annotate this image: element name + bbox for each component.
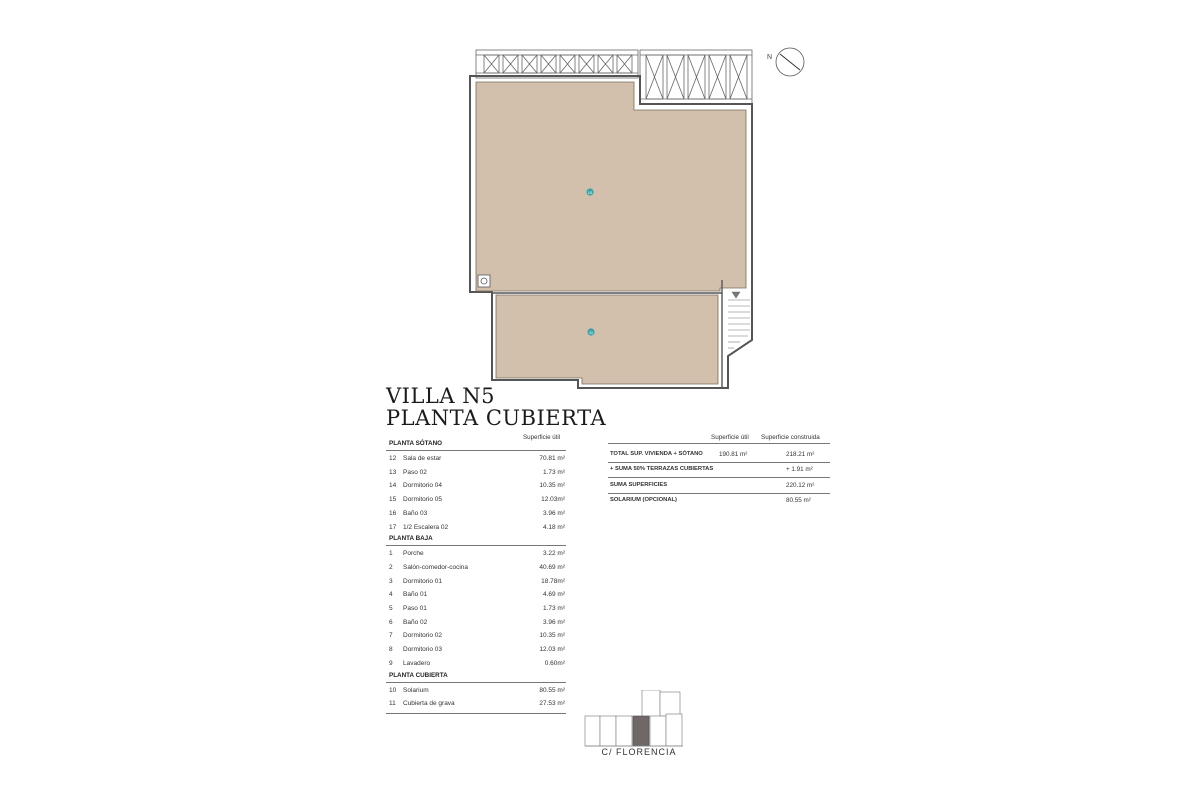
room-area: 4.18 m² bbox=[542, 523, 565, 531]
room-row bbox=[386, 524, 566, 534]
room-marker-11-label: 11 bbox=[588, 329, 594, 335]
room-number: 1 bbox=[389, 550, 393, 558]
room-number: 9 bbox=[389, 659, 393, 667]
room-name: Salón-comedor-cocina bbox=[403, 563, 469, 571]
totals-divider bbox=[608, 477, 830, 478]
totals-row-useful: 190.81 m² bbox=[719, 451, 748, 458]
room-number: 7 bbox=[389, 632, 393, 640]
room-row bbox=[386, 455, 566, 465]
room-row bbox=[386, 469, 566, 479]
room-area: 1.73 m² bbox=[542, 468, 565, 476]
room-name: Baño 03 bbox=[403, 509, 428, 517]
key-plan-highlight bbox=[633, 716, 649, 746]
room-area: 10.35 m² bbox=[539, 632, 565, 640]
room-name: Dormitorio 01 bbox=[403, 577, 443, 585]
room-row bbox=[386, 550, 566, 560]
room-name: Paso 01 bbox=[403, 605, 427, 612]
room-row bbox=[386, 700, 566, 710]
rooms-section-title: PLANTA CUBIERTA bbox=[389, 671, 448, 679]
room-area: 3.22 m² bbox=[542, 550, 565, 558]
room-row bbox=[386, 687, 566, 697]
totals-row-label: TOTAL SUP. VIVIENDA + SÓTANO bbox=[610, 451, 703, 457]
room-area: 12.03 m² bbox=[539, 646, 565, 654]
room-number: 12 bbox=[389, 455, 397, 462]
rooms-section-divider bbox=[386, 545, 566, 546]
room-area: 0.60m² bbox=[544, 659, 565, 667]
room-number: 17 bbox=[389, 523, 397, 531]
street-label: C/ FLORENCIA bbox=[601, 747, 677, 757]
gravel-roof-deck bbox=[496, 295, 718, 384]
room-name: Baño 02 bbox=[403, 618, 428, 626]
totals-divider bbox=[608, 462, 830, 463]
room-area: 4.69 m² bbox=[542, 591, 565, 599]
totals-row-label: SUMA SUPERFICIES bbox=[610, 482, 668, 488]
room-row bbox=[386, 632, 566, 642]
totals-row-built: + 1.91 m² bbox=[786, 466, 813, 473]
room-row bbox=[386, 605, 566, 615]
totals-row-label: + SUMA 50% TERRAZAS CUBIERTAS bbox=[610, 466, 714, 472]
rooms-section-title: PLANTA SÓTANO bbox=[389, 440, 443, 447]
room-name: Lavadero bbox=[403, 659, 431, 667]
room-name: 1/2 Escalera 02 bbox=[403, 523, 449, 531]
room-row bbox=[386, 510, 566, 520]
room-name: Dormitorio 03 bbox=[403, 646, 443, 654]
room-name: Solarium bbox=[403, 686, 429, 694]
totals-row-built: 80.55 m² bbox=[786, 497, 811, 504]
room-marker-10-label: 10 bbox=[587, 189, 593, 195]
room-row bbox=[386, 482, 566, 492]
rooms-section-divider bbox=[386, 450, 566, 451]
room-area: 3.96 m² bbox=[542, 509, 565, 517]
room-name: Dormitorio 04 bbox=[403, 482, 443, 490]
totals-header-built: Superficie construida bbox=[761, 434, 820, 441]
room-row bbox=[386, 564, 566, 574]
room-number: 10 bbox=[389, 686, 397, 694]
room-area: 10.35 m² bbox=[539, 482, 565, 490]
room-name: Baño 01 bbox=[403, 591, 428, 599]
room-number: 8 bbox=[389, 646, 393, 654]
totals-row-built: 220.12 m² bbox=[786, 482, 815, 489]
room-marker-10 bbox=[586, 188, 593, 195]
totals-header-useful: Superficie útil bbox=[711, 434, 749, 441]
room-number: 11 bbox=[389, 700, 396, 708]
room-name: Dormitorio 05 bbox=[403, 496, 443, 504]
room-number: 15 bbox=[389, 496, 397, 504]
room-marker-11 bbox=[587, 328, 594, 335]
room-area: 70.81 m² bbox=[539, 455, 565, 462]
room-area: 27.53 m² bbox=[539, 700, 565, 708]
room-row bbox=[386, 591, 566, 601]
room-area: 12.03m² bbox=[541, 496, 565, 504]
north-label: N bbox=[767, 54, 773, 61]
room-name: Dormitorio 02 bbox=[403, 632, 443, 640]
room-number: 3 bbox=[389, 577, 393, 585]
room-number: 5 bbox=[389, 605, 393, 612]
rooms-section-title: PLANTA BAJA bbox=[389, 535, 433, 543]
room-row bbox=[386, 646, 566, 656]
totals-divider bbox=[608, 443, 830, 444]
page-title-floor: PLANTA CUBIERTA bbox=[386, 406, 607, 430]
solarium-deck bbox=[476, 82, 746, 291]
page-title-villa: VILLA N5 bbox=[386, 384, 495, 408]
room-number: 4 bbox=[389, 591, 393, 599]
rooms-table-header: Superficie útil bbox=[523, 434, 561, 441]
totals-row-label: SOLARIUM (OPCIONAL) bbox=[610, 497, 677, 503]
room-number: 2 bbox=[389, 563, 393, 571]
chimney-element bbox=[478, 275, 490, 287]
room-area: 1.73 m² bbox=[542, 605, 565, 612]
room-area: 3.96 m² bbox=[542, 618, 565, 626]
room-area: 40.69 m² bbox=[539, 563, 565, 571]
room-name: Sala de estar bbox=[403, 455, 442, 462]
room-area: 80.55 m² bbox=[539, 686, 565, 694]
room-name: Porche bbox=[403, 550, 424, 558]
stairs bbox=[728, 292, 750, 348]
rooms-section-divider bbox=[386, 682, 566, 683]
totals-row-built: 218.21 m² bbox=[786, 451, 815, 458]
north-arrow bbox=[767, 46, 807, 80]
rooms-table-end-line bbox=[386, 713, 566, 714]
room-row bbox=[386, 619, 566, 629]
room-number: 6 bbox=[389, 618, 393, 626]
room-number: 13 bbox=[389, 468, 397, 476]
room-name: Paso 02 bbox=[403, 468, 427, 476]
room-row bbox=[386, 660, 566, 670]
room-row bbox=[386, 578, 566, 588]
room-number: 16 bbox=[389, 509, 397, 517]
room-name: Cubierta de grava bbox=[403, 700, 455, 708]
room-area: 18.78m² bbox=[541, 577, 565, 585]
compass-icon bbox=[767, 46, 807, 80]
totals-divider bbox=[608, 493, 830, 494]
room-number: 14 bbox=[389, 482, 397, 490]
room-row bbox=[386, 496, 566, 506]
